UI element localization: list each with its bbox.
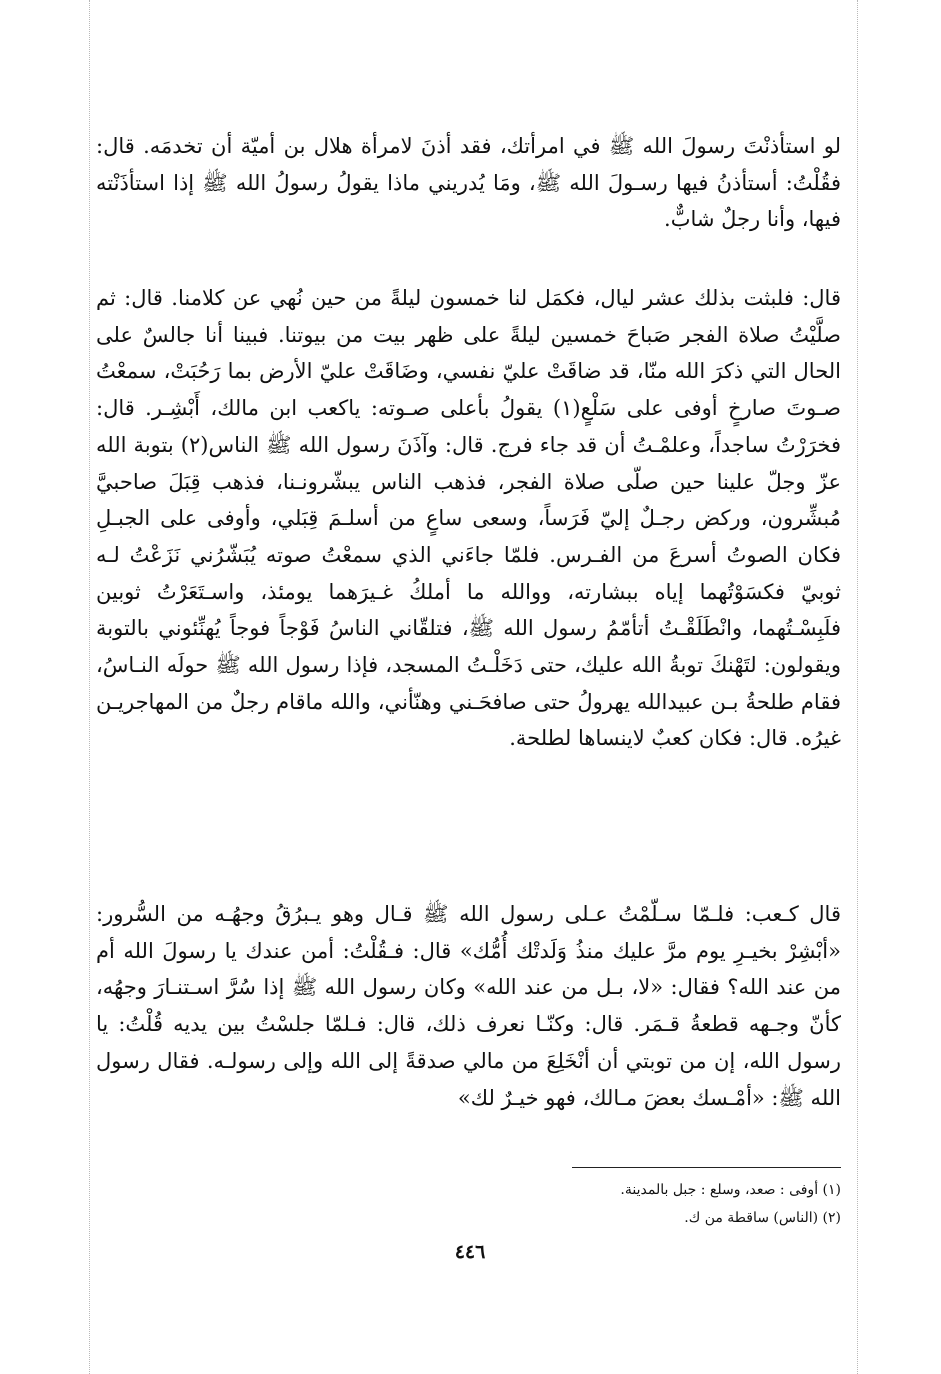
paragraph-3-text: قال كـعب: فلـمّا سـلّمْتُ عـلى رسول الله ﷺ قـال وهو يـبرُقُ وجهُـه من السُّرور: «أبْشِرْ بخيـرِ يوم مرَّ عليك منذُ وَلَدتْك أُمُّك» قال: فـقُلْتُ: أمن عندك يا رسولَ الله أم من عند الله؟ فقال: «لا، بـل من عند الله» وكان رسول الله ﷺ إذا سُرَّ اسـتنـارَ وجهُه، كأنّ وجـهه قطعةُ قـمَر. قال: وكنّـا نعرف ذلك، قال: فـلمّا جلسْتُ بين يديه قُلْتُ: يا رسول الله، إن من توبتي أن أنْخَلِعَ من مالي صدقةً إلى الله وإلى رسولـه. فقال رسول الله ﷺ: «أمْـسك بعضَ مـالك، فهو خيـرٌ لك»: [96, 902, 841, 1110]
footnote-2: (٢) (الناس) ساقطة من ك.: [684, 1210, 841, 1226]
margin-guide-right: [857, 0, 858, 1374]
paragraph-2-text: قال: فلبثت بذلك عشر ليال، فكمَل لنا خمسون ليلةً من حين نُهي عن كلامنا. قال: ثم صلَّيْتُ صلاة الفجر صَباحَ خمسين ليلةً على ظهر بيت من بيوتنا. فبينا أنا جالسٌ على الحال التي ذكرَ الله منّا، قد ضاقَتْ عليّ نفسي، وضَاقَتْ عليّ الأرض بما رَحُبَتْ، سمعْتُ صـوتَ صارخٍ أوفى على سَلْعٍ(١) يقولُ بأعلى صـوته: ياكعب ابن مالك، أَبْشِـر. قال: فخرَرْتُ ساجداً، وعلمْـتُ أن قد جاء فرج. قال: وآذَنَ رسول الله ﷺ الناس(٢) بتوبة الله عزّ وجلّ علينا حين صلّى صلاة الفجر، فذهب الناس يبشّرونـنا، فذهب قِبَلَ صاحبيَّ مُبشِّرون، وركض رجـلٌ إليّ فَرَساً، وسعى ساعٍ من أسلـمَ قِبَلي، وأوفى على الجبـلِ فكان الصوتُ أسرعَ من الفـرس. فلمّا جاءَني الذي سمعْتُ صوته يُبَشّرُني نَزَعْتُ لـه ثوبيّ فكسَوْتُهما إياه ببشارته، ووالله ما أملكُ غـيرَهما يومئذ، واسـتَعَرْتُ ثوبين فلَبِسْـتُهما، وانْطَلَقْـتُ أتأمّمُ رسول الله ﷺ، فتلقّاني الناسُ فَوْجاً فوجاً يُهنِّئوني بالتوبة ويقولون: لتَهْنكَ توبةُ الله عليك، حتى دَخَلْـتُ المسجد، فإذا رسول الله ﷺ حولَه النـاسُ، فقام طلحةُ بـن عبيدالله يهرولُ حتى صافحَـني وهنّأني، والله ماقام رجلٌ من المهاجريـن غيرُه. قال: فكان كعبٌ لاينساها لطلحة.: [96, 286, 842, 751]
page-number: ٤٤٦: [454, 1241, 486, 1263]
paragraph-1: [96, 128, 841, 238]
margin-guide-left: [89, 0, 90, 1374]
paragraph-3: [96, 896, 841, 1116]
footnotes: [400, 1176, 841, 1232]
footnote-1: (١) أوفى : صعد، وسلع : جبل بالمدينة.: [620, 1182, 841, 1198]
paragraph-2: [96, 280, 841, 757]
paragraph-1-text: لو استأذنْتَ رسولَ الله ﷺ في امرأتك، فقد أذنَ لامرأة هلال بن أميّة أن تخدمَه. قال: فقُلْتُ: أستأذنُ فيها رسـولَ الله ﷺ، ومَا يُدريني ماذا يقولُ رسولُ الله ﷺ إذا استأذَنْته فيها، وأنا رجلٌ شابٌّ.: [96, 134, 841, 232]
footnote-separator: [572, 1167, 841, 1168]
